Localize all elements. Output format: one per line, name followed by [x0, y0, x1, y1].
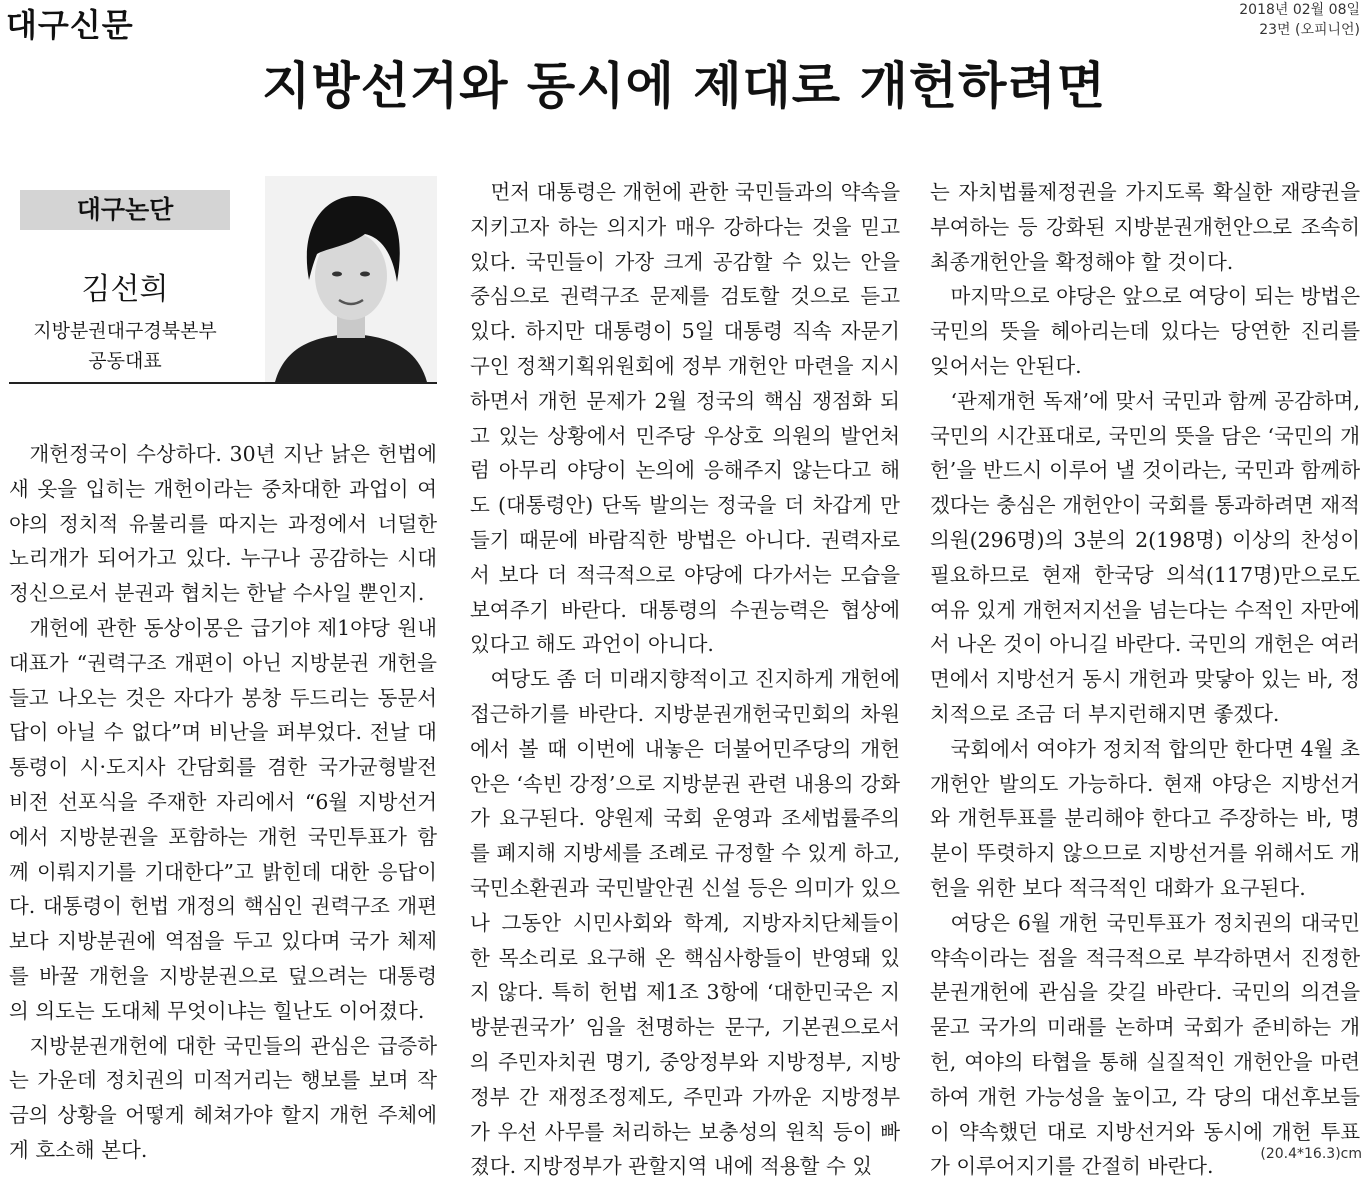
paragraph: 먼저 대통령은 개헌에 관한 국민들과의 약속을 지키고자 하는 의지가 매우 강하다는 것을 믿고 있다. 국민들이 가장 크게 공감할 수 있는 안을 중심으로 권력구조 문제를 검토할 것으로 듣고 있다. 하지만 대통령이 5일 대통령 직속 자문기구인 정책기획위원회에 정부 개헌안 마련을 지시하면서 개헌 문제가 2월 정국의 핵심 쟁점화 되고 있는 상황에서 민주당 우상호 의원의 발언처럼 아무리 야당이 논의에 응해주지 않는다고 해도 (대통령안) 단독 발의는 정국을 더 차갑게 만들기 때문에 바람직한 방법은 아니다. 권력자로서 보다 더 적극적으로 야당에 다가서는 모습을 보여주기 바란다. 대통령의 수권능력은 협상에 있다고 해도 과언이 아니다.: [470, 180, 900, 657]
article-headline: 지방선거와 동시에 제대로 개헌하려면: [261, 56, 1107, 115]
page-section: 23면 (오피니언): [1259, 22, 1360, 38]
byline-box: [9, 176, 437, 384]
article-column-1: [9, 437, 437, 1168]
dateline: [1239, 0, 1360, 40]
paragraph: 는 자치법률제정권을 가지도록 확실한 재량권을 부여하는 등 강화된 지방분권개헌안으로 조속히 최종개헌안을 확정해야 할 것이다.: [930, 180, 1360, 274]
author-name: 김선희: [81, 272, 169, 307]
publication-date: 2018년 02월 08일: [1239, 2, 1360, 18]
column-section-label: 대구논단: [20, 190, 230, 230]
paragraph: 지방분권개헌에 대한 국민들의 관심은 급증하는 가운데 정치권의 미적거리는 행보를 보며 작금의 상황을 어떻게 헤쳐가야 할지 개헌 주체에게 호소해 본다.: [9, 1033, 437, 1162]
author-affiliation: 지방분권대구경북본부: [33, 320, 217, 342]
paragraph: 여당도 좀 더 미래지향적이고 진지하게 개헌에 접근하기를 바란다. 지방분권개헌국민회의 차원에서 볼 때 이번에 내놓은 더불어민주당의 개헌안은 ‘속빈 강정’으로 지방분권 관련 내용의 강화가 요구된다. 양원제 국회 운영과 조세법률주의를 폐지해 지방세를 조례로 규정할 수 있게 하고, 국민소환권과 국민발안권 신설 등은 의미가 있으나 그동안 시민사회와 학계, 지방자치단체들이 한 목소리로 요구해 온 핵심사항들이 반영돼 있지 않다. 특히 헌법 제1조 3항에 ‘대한민국은 지방분권국가’ 임을 천명하는 문구, 기본권으로서의 주민자치권 명기, 중앙정부와 지방정부, 지방정부 간 재정조정제도, 주민과 가까운 지방정부가 우선 사무를 처리하는 보충성의 원칙 등이 빠졌다. 지방정부가 관할지역 내에 적용할 수 있: [470, 667, 900, 1179]
article-column-2: [470, 175, 900, 1184]
clipping-size-note: (20.4*16.3)cm: [1260, 1146, 1362, 1162]
paragraph: 마지막으로 야당은 앞으로 여당이 되는 방법은 국민의 뜻을 헤아리는데 있다는 당연한 진리를 잊어서는 안된다.: [930, 284, 1360, 378]
paragraph: ‘관제개헌 독재’에 맞서 국민과 함께 공감하며, 국민의 시간표대로, 국민의 뜻을 담은 ‘국민의 개헌’을 반드시 이루어 낼 것이라는, 국민과 함께하겠다는 충심은 개헌안이 국회를 통과하려면 재적 의원(296명)의 3분의 2(198명) 이상의 찬성이 필요하므로 현재 한국당 의석(117명)만으로도 여유 있게 개헌저지선을 넘는다는 수적인 자만에서 나온 것이 아니길 바란다. 국민의 개헌은 여러 면에서 지방선거 동시 개헌과 맞닿아 있는 바, 정치적으로 조금 더 부지런해지면 좋겠다.: [930, 388, 1360, 726]
paragraph: 국회에서 여야가 정치적 합의만 한다면 4월 초 개헌안 발의도 가능하다. 현재 야당은 지방선거와 개헌투표를 분리해야 한다고 주장하는 바, 명분이 뚜렷하지 않으므로 지방선거를 위해서도 개헌을 위한 보다 적극적인 대화가 요구된다.: [930, 736, 1360, 900]
paragraph: 개헌에 관한 동상이몽은 급기야 제1야당 원내대표가 “권력구조 개편이 아닌 지방분권 개헌을 들고 나오는 것은 자다가 봉창 두드리는 동문서답이 아닐 수 없다”며 비난을 퍼부었다. 전날 대통령이 시·도지사 간담회를 겸한 국가균형발전 비전 선포식을 주재한 자리에서 “6월 지방선거에서 지방분권을 포함하는 개헌 국민투표가 함께 이뤄지기를 기대한다”고 밝힌데 대한 응답이다. 대통령이 헌법 개정의 핵심인 권력구조 개편보다 지방분권에 역점을 두고 있다며 국가 체제를 바꿀 개헌을 지방분권으로 덮으려는 대통령의 의도는 도대체 무엇이냐는 힐난도 이어졌다.: [9, 615, 437, 1023]
paragraph: 여당은 6월 개헌 국민투표가 정치권의 대국민 약속이라는 점을 적극적으로 부각하면서 진정한 분권개헌에 관심을 갖길 바란다. 국민의 의견을 묻고 국가의 미래를 논하며 국회가 준비하는 개헌, 여야의 타협을 통해 실질적인 개헌안을 마련하여 개헌 가능성을 높이고, 각 당의 대선후보들이 약속했던 대로 지방선거와 동시에 개헌 투표가 이루어지기를 간절히 바란다.: [930, 910, 1360, 1179]
author-photo: [265, 176, 437, 382]
author-position: 공동대표: [88, 350, 162, 372]
paragraph: 개헌정국이 수상하다. 30년 지난 낡은 헌법에 새 옷을 입히는 개헌이라는 중차대한 과업이 여야의 정치적 유불리를 따지는 과정에서 너덜한 노리개가 되어가고 있다. 누구나 공감하는 시대정신으로서 분권과 협치는 한낱 수사일 뿐인지.: [9, 442, 437, 606]
article-column-3: [930, 175, 1360, 1184]
newspaper-masthead: 대구신문: [6, 6, 134, 44]
